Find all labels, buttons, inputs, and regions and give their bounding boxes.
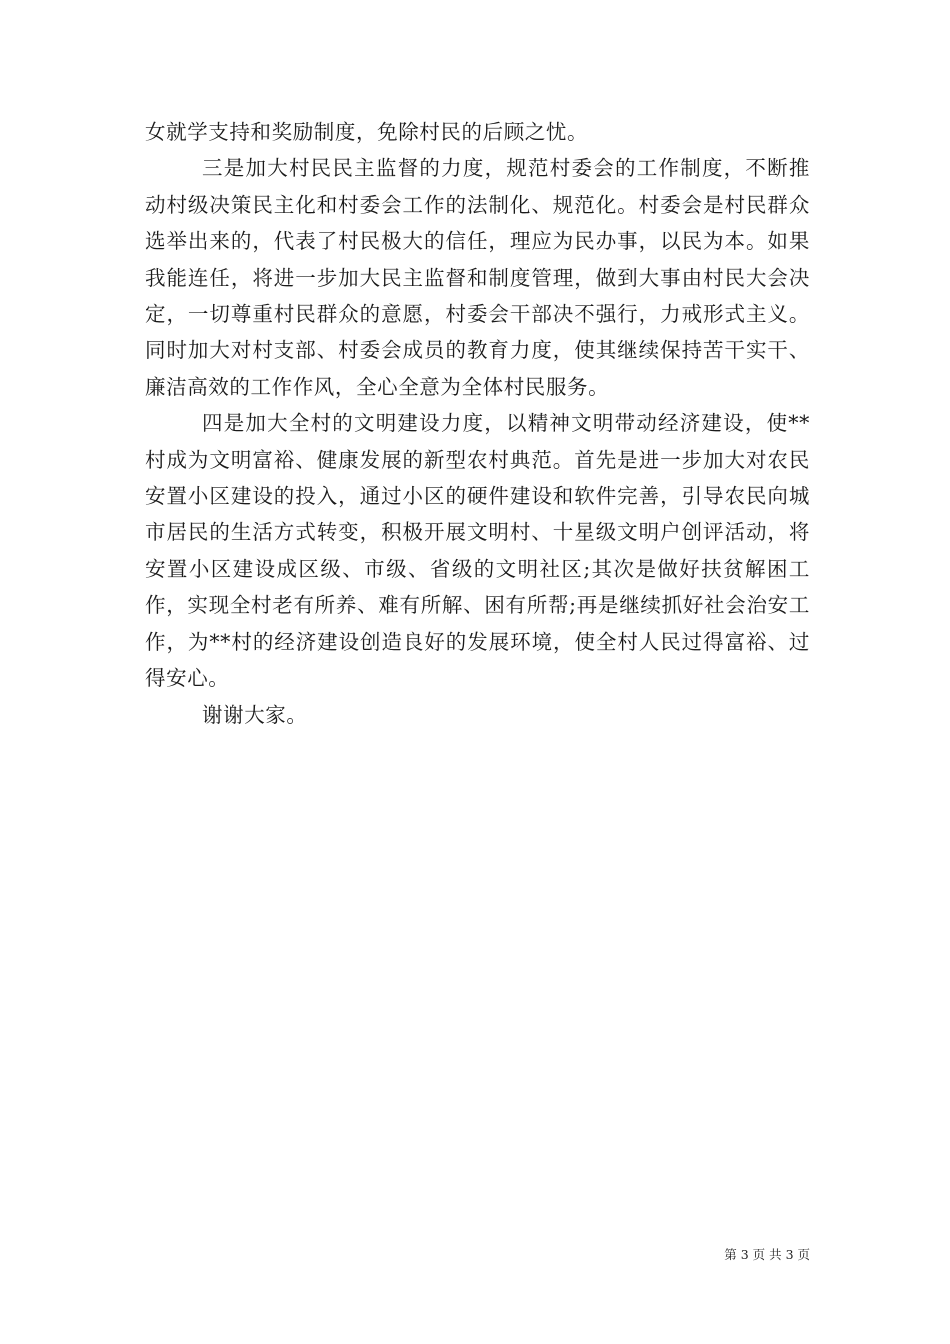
paragraph-point-three: 三是加大村民民主监督的力度，规范村委会的工作制度，不断推动村级决策民主化和村委会工作的法制化、规范化。村委会是村民群众选举出来的，代表了村民极大的信任，理应为民办事，以民为本。如果我能连任，将进一步加大民主监督和制度管理，做到大事由村民大会决定，一切尊重村民群众的意愿，村委会干部决不强行，力戒形式主义。同时加大对村支部、村委会成员的教育力度，使其继续保持苦干实干、廉洁高效的工作作风，全心全意为全体村民服务。 bbox=[145, 156, 810, 399]
paragraph-closing: 谢谢大家。 bbox=[202, 702, 308, 727]
document-body bbox=[145, 114, 810, 733]
paragraph-continuation: 女就学支持和奖励制度，免除村民的后顾之忧。 bbox=[145, 120, 589, 144]
paragraph-point-four: 四是加大全村的文明建设力度，以精神文明带动经济建设，使**村成为文明富裕、健康发展的新型农村典范。首先是进一步加大对农民安置小区建设的投入，通过小区的硬件建设和软件完善，引导农民向城市居民的生活方式转变，积极开展文明村、十星级文明户创评活动，将安置小区建设成区级、市级、省级的文明社区;其次是做好扶贫解困工作，实现全村老有所养、难有所解、困有所帮;再是继续抓好社会治安工作，为**村的经济建设创造良好的发展环境，使全村人民过得富裕、过得安心。 bbox=[145, 411, 810, 691]
page-number-footer: 第 3 页 共 3 页 bbox=[724, 1247, 810, 1262]
